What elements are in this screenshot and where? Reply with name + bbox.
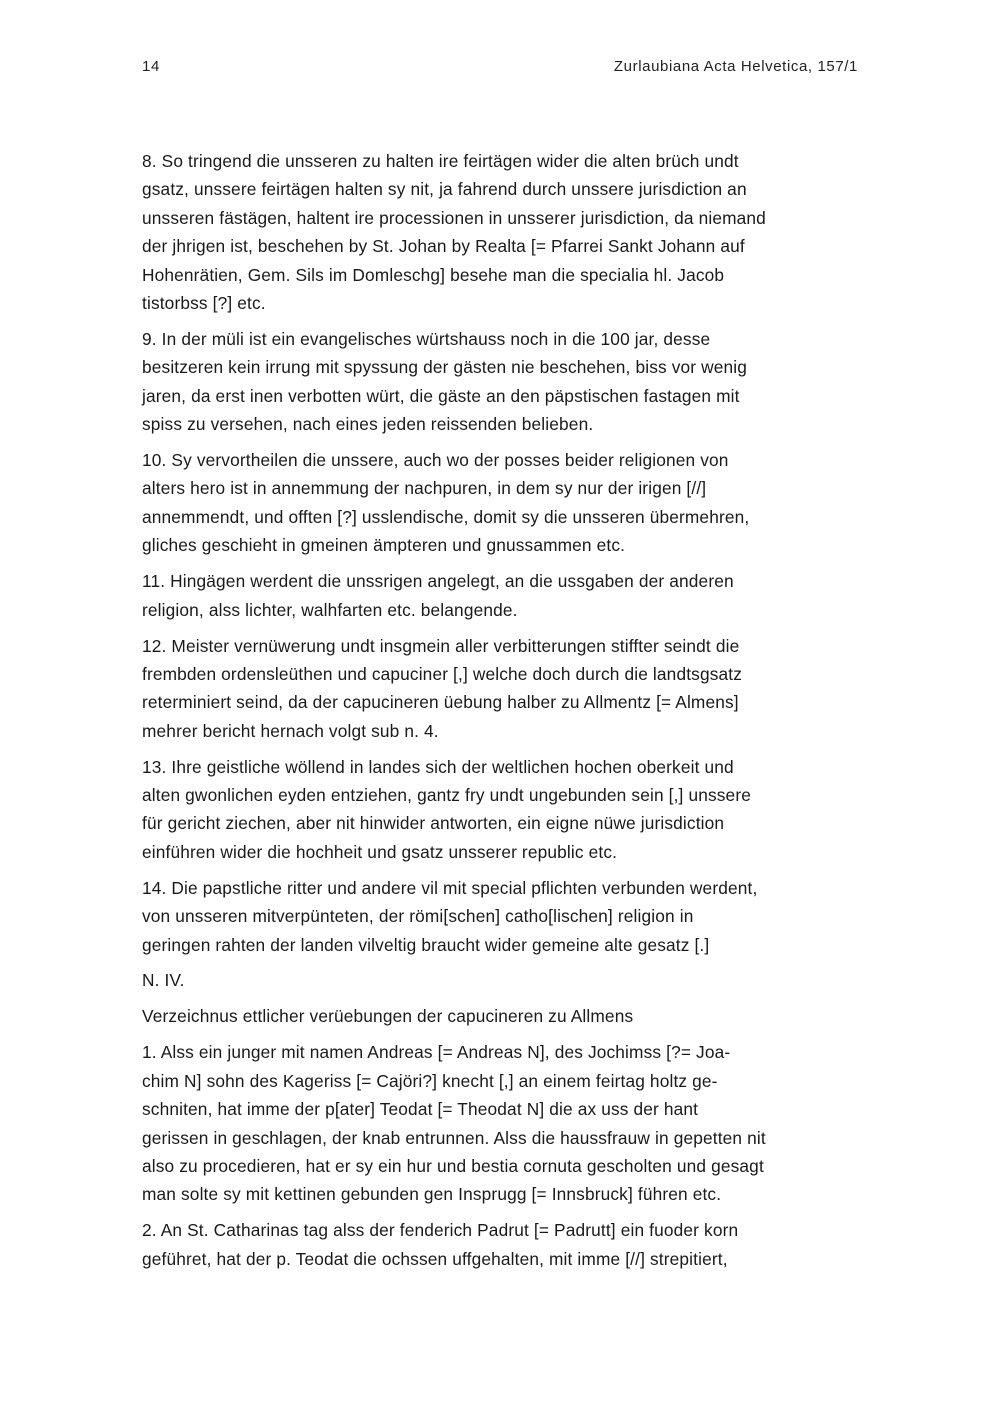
section-heading: Verzeichnus ettlicher verüebungen der capucineren zu Allmens bbox=[142, 1006, 634, 1027]
running-header bbox=[142, 58, 858, 80]
section-number: N. IV. bbox=[142, 970, 185, 991]
body-text bbox=[142, 147, 858, 1281]
paragraph-12: 12. Meister vernüwerung undt insgmein aller verbitterungen stiffter seindt die frembden ordensleüthen und capuciner [,] welche doch durch die landtsgsatz reterminiert seind, da der capucineren üebung halber zu Allmentz [= Almens] mehrer bericht hernach volgt sub n. 4. bbox=[142, 635, 742, 741]
paragraph-14: 14. Die papstliche ritter und andere vil mit special pflichten verbunden werdent, von unsseren mitverpünteten, der römi[schen] catho[lischen] religion in geringen rahten der landen vilveltig braucht wider gemeine alte gesatz [.] bbox=[142, 877, 758, 955]
paragraph-10: 10. Sy vervortheilen die unssere, auch wo der posses beider religionen von alters hero ist in annemmung der nachpuren, in dem sy nur der irigen [//] annemmendt, und offten [?] usslendische, domit sy die unsseren übermehren, gliches geschieht in gmeinen ämpteren und gnussammen etc. bbox=[142, 450, 750, 556]
running-title: Zurlaubiana Acta Helvetica, 157/1 bbox=[613, 58, 858, 75]
item-2: 2. An St. Catharinas tag alss der fenderich Padrut [= Padrutt] ein fuoder korn geführet, hat der p. Teodat die ochssen uffgehalten, mit imme [//] strepitiert, bbox=[142, 1220, 739, 1269]
item-1: 1. Alss ein junger mit namen Andreas [= Andreas N], des Jochimss [?= Joa- chim N] sohn des Kageriss [= Cajöri?] knecht [,] an einem feirtag holtz ge- schniten, hat imme der p[ater] Teodat [= Theodat N] die ax uss der hant gerissen in geschlagen, der knab entrunnen. Alss die haussfrauw in gepetten nit also zu procedieren, hat er sy ein hur und bestia cornuta gescholten und gesagt man solte sy mit kettinen gebunden gen Insprugg [= Innsbruck] führen etc. bbox=[142, 1042, 766, 1205]
paragraph-13: 13. Ihre geistliche wöllend in landes sich der weltlichen hochen oberkeit und alten gwonlichen eyden entziehen, gantz fry undt ungebunden sein [,] unssere für gericht ziechen, aber nit hinwider antworten, ein eigne nüwe jurisdiction einführen wider die hochheit und gsatz unsserer republic etc. bbox=[142, 756, 751, 862]
paragraph-11: 11. Hingägen werdent die unssrigen angelegt, an die ussgaben der anderen religion, alss lichter, walhfarten etc. belangende. bbox=[142, 571, 734, 620]
paragraph-9: 9. In der müli ist ein evangelisches würtshauss noch in die 100 jar, desse besitzeren kein irrung mit spyssung der gästen nie beschehen, biss vor wenig jaren, da erst inen verbotten würt, die gäste an den päpstischen fastagen mit spiss zu versehen, nach eines jeden reissenden belieben. bbox=[142, 328, 748, 435]
paragraph-8: 8. So tringend die unsseren zu halten ire feirtägen wider die alten brüch undt gsatz, unssere feirtägen halten sy nit, ja fahrend durch unssere jurisdiction an unsseren fästägen, haltent ire processionen in unsserer jurisdiction, da niemand der jhrigen ist, beschehen by St. Johan by Realta [= Pfarrei Sankt Johann auf Hohenrätien, Gem. Sils im Domleschg] besehe man die specialia hl. Jacob tistorbss [?] etc. bbox=[142, 151, 766, 314]
page-number: 14 bbox=[142, 58, 160, 75]
